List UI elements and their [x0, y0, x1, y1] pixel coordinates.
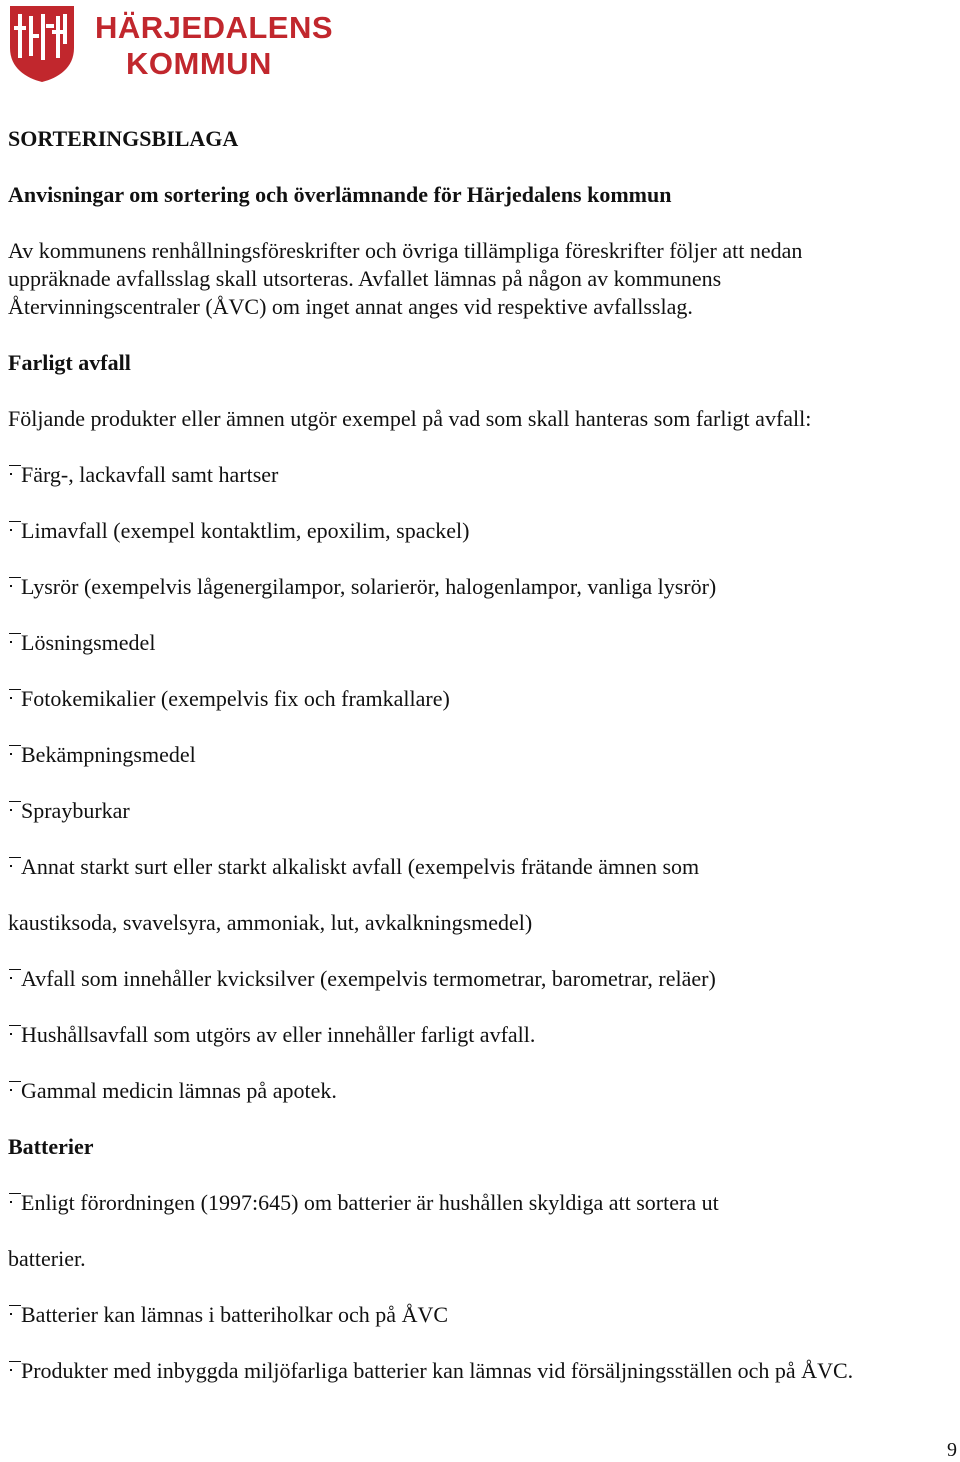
list-item-text: Lysrör (exempelvis lågenergilampor, solarierör, halogenlampor, vanliga lysrör) — [21, 574, 717, 599]
bullet-icon — [8, 584, 21, 594]
list-item-text: Sprayburkar — [21, 798, 130, 823]
list-item — [8, 1021, 535, 1049]
municipality-logo — [8, 4, 334, 84]
logo-wordmark — [95, 10, 333, 82]
list-item-text: Limavfall (exempel kontaktlim, epoxilim, spackel) — [21, 518, 470, 543]
logo-line-1: HÄRJEDALENS — [95, 10, 334, 45]
list-item-text: Avfall som innehåller kvicksilver (exempelvis termometrar, barometrar, reläer) — [21, 966, 716, 991]
bullet-icon — [8, 640, 21, 650]
intro-line: Av kommunens renhållningsföreskrifter och övriga tillämpliga föreskrifter följer att nedan — [8, 238, 803, 263]
bullet-icon — [8, 1368, 21, 1378]
document-title: SORTERINGSBILAGA — [8, 126, 239, 151]
list-item-text: Batterier kan lämnas i batteriholkar och på ÅVC — [21, 1302, 449, 1327]
bullet-icon — [8, 808, 21, 818]
list-item-text: Lösningsmedel — [21, 630, 156, 655]
list-item — [8, 1189, 719, 1217]
list-item — [8, 685, 450, 713]
document-subtitle: Anvisningar om sortering och överlämnande för Härjedalens kommun — [8, 182, 672, 207]
bullet-icon — [8, 752, 21, 762]
list-item-text: Gammal medicin lämnas på apotek. — [21, 1078, 337, 1103]
bullet-icon — [8, 1088, 21, 1098]
list-item — [8, 1301, 448, 1329]
section-heading-batterier: Batterier — [8, 1134, 94, 1159]
list-item-text: Färg-, lackavfall samt hartser — [21, 462, 279, 487]
list-item-continuation: kaustiksoda, svavelsyra, ammoniak, lut, avkalkningsmedel) — [8, 910, 533, 935]
intro-line: Återvinningscentraler (ÅVC) om inget annat anges vid respektive avfallsslag. — [8, 294, 693, 319]
bullet-icon — [8, 1312, 21, 1322]
section-lead: Följande produkter eller ämnen utgör exempel på vad som skall hanteras som farligt avfall: — [8, 406, 812, 431]
bullet-icon — [8, 472, 21, 482]
bullet-icon — [8, 976, 21, 986]
bullet-icon — [8, 1032, 21, 1042]
list-item — [8, 517, 469, 545]
bullet-icon — [8, 696, 21, 706]
bullet-icon — [8, 864, 21, 874]
list-item — [8, 965, 716, 993]
coat-of-arms-icon — [8, 4, 78, 84]
list-item — [8, 797, 130, 825]
list-item — [8, 741, 196, 769]
bullet-icon — [8, 1200, 21, 1210]
bullet-icon — [8, 528, 21, 538]
list-item — [8, 853, 699, 881]
list-item — [8, 629, 155, 657]
list-item-text: Fotokemikalier (exempelvis fix och framkallare) — [21, 686, 450, 711]
list-item-text: Annat starkt surt eller starkt alkaliskt avfall (exempelvis frätande ämnen som — [21, 854, 700, 879]
list-item — [8, 573, 716, 601]
list-item-text: Enligt förordningen (1997:645) om batterier är hushållen skyldiga att sortera ut — [21, 1190, 719, 1215]
section-heading-farligt-avfall: Farligt avfall — [8, 350, 131, 375]
list-item-text: Hushållsavfall som utgörs av eller innehåller farligt avfall. — [21, 1022, 536, 1047]
list-item-text: Bekämpningsmedel — [21, 742, 196, 767]
list-item — [8, 1077, 337, 1105]
page-number: 9 — [947, 1439, 957, 1461]
logo-line-2: KOMMUN — [126, 46, 272, 81]
list-item — [8, 1357, 853, 1385]
list-item-continuation: batterier. — [8, 1246, 86, 1271]
intro-line: uppräknade avfallsslag skall utsorteras. Avfallet lämnas på någon av kommunens — [8, 266, 722, 291]
list-item — [8, 461, 278, 489]
list-item-text: Produkter med inbyggda miljöfarliga batterier kan lämnas vid försäljningsställen och på ÅVC. — [21, 1358, 854, 1383]
